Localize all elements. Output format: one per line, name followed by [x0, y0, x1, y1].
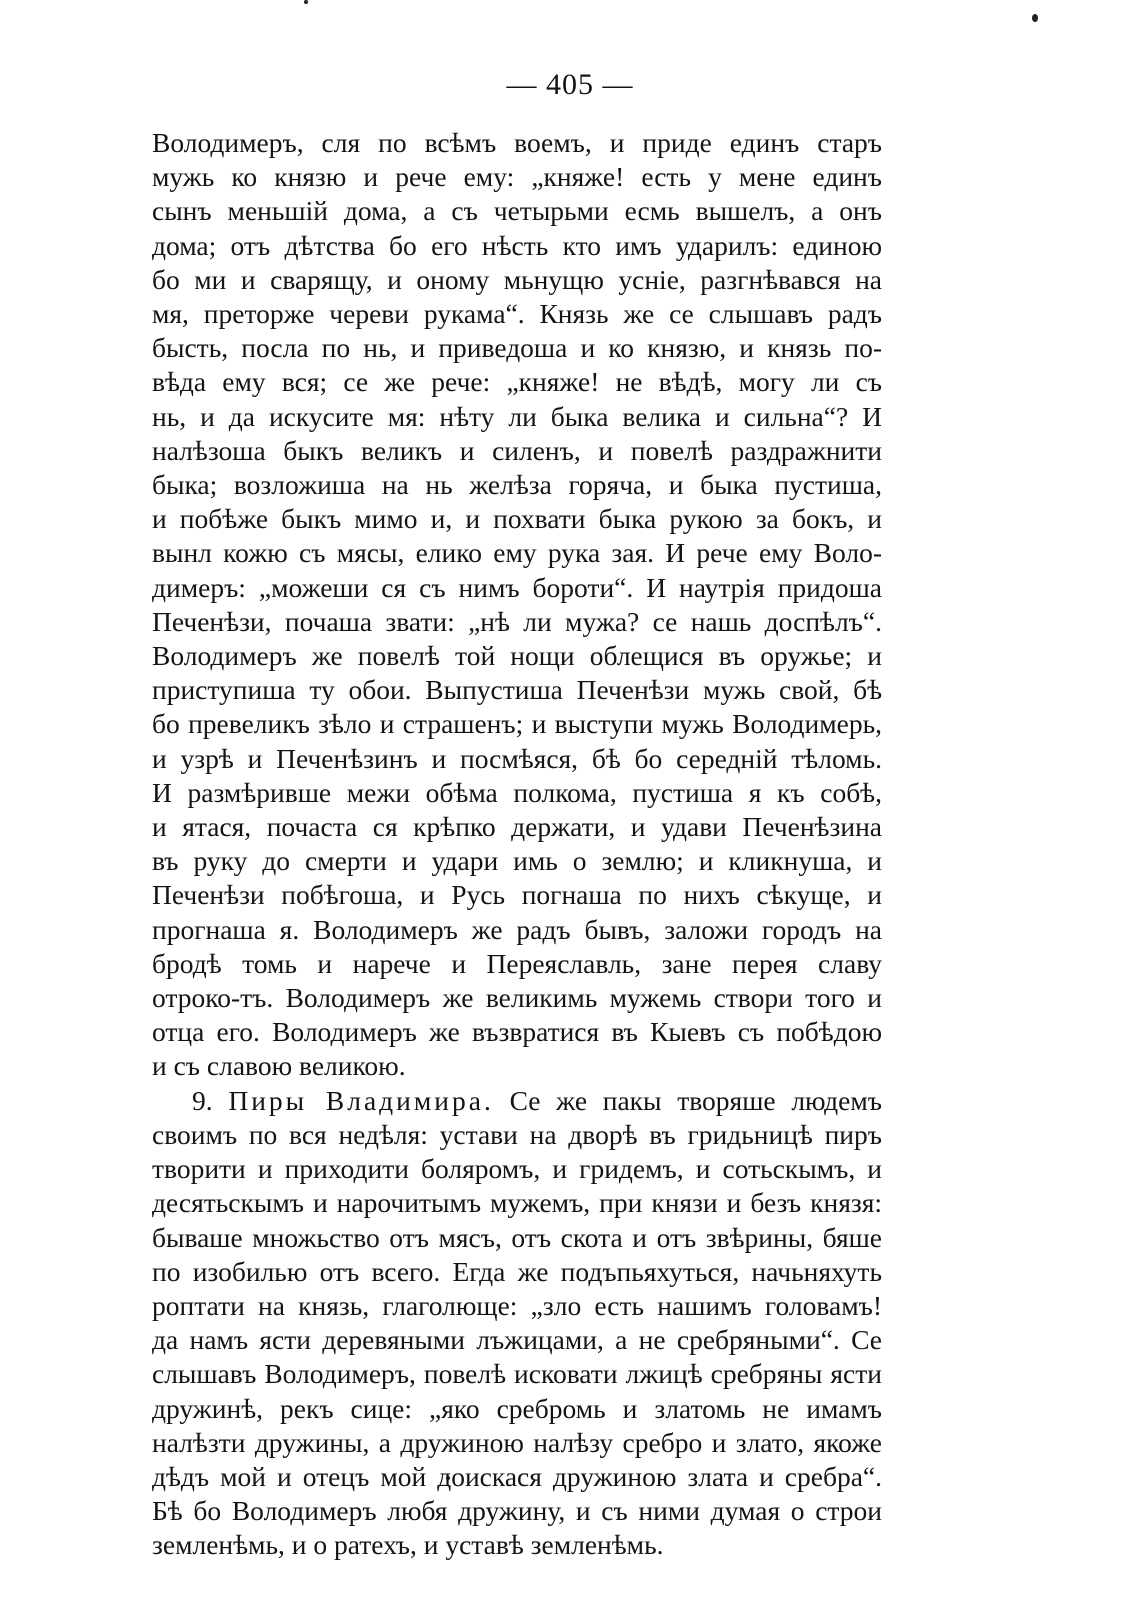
text-line: мя, преторже череви рукама“. Князь же се слышавъ радъ [152, 298, 882, 330]
text-line: Печенѣзи, почаша звати: „нѣ ли мужа? се нашь доспѣлъ“. [152, 605, 882, 637]
text-line: своимъ по вся недѣля: устави на дворѣ въ гридьницѣ пиръ [152, 1118, 882, 1150]
section-first-line-text: Се же пакы творяше людемъ [509, 1084, 883, 1116]
text-line: слышавъ Володимеръ, повелѣ исковати лжицѣ сребряны ясти [152, 1358, 882, 1390]
text-line: приступиша ту обои. Выпустиша Печенѣзи мужь свой, бѣ [152, 674, 882, 706]
text-line: бываше множьство отъ мясъ, отъ скота и отъ звѣрины, бяше [152, 1221, 882, 1253]
ink-speck-top [304, 0, 308, 4]
text-line: и ятася, почаста ся крѣпко держати, и удави Печенѣзина [152, 811, 882, 843]
text-line: дома; отъ дѣтства бо его нѣсть кто имъ ударилъ: единою [152, 229, 882, 261]
section-number: 9. [192, 1084, 213, 1116]
ink-speck-top-right [1032, 14, 1038, 22]
text-line: Володимеръ, сля по всѣмъ воемъ, и приде единъ старъ [152, 127, 882, 158]
text-line: налѣзти дружины, а дружиною налѣзу сребро и злато, якоже [152, 1426, 882, 1458]
text-line: дружинѣ, рекъ сице: „яко сребромь и златомь не имамъ [152, 1392, 882, 1424]
text-line: быка; возложиша на нь желѣза горяча, и быка пустиша, [152, 469, 882, 501]
paragraph-2-first-line [152, 1084, 882, 1118]
text-line: бо превеликъ зѣло и страшенъ; и выступи мужь Володимерь, [152, 708, 882, 740]
body-text [152, 126, 882, 1563]
text-line: прогнаша я. Володимеръ же радъ бывъ, заложи городъ на [152, 913, 882, 945]
text-line: отца его. Володимеръ же възвратися въ Кыевъ съ побѣдою [152, 1016, 882, 1048]
section-heading: Пиры Владимира. [228, 1084, 494, 1116]
paragraph-2 [152, 1084, 882, 1563]
text-line: И размѣривше межи обѣма полкома, пустиша я къ собѣ, [152, 776, 882, 808]
text-line: по изобилью отъ всего. Егда же подъпьяхуться, начьняхуть [152, 1255, 882, 1287]
text-line: вынл кожю съ мясы, елико ему рука зая. И рече ему Воло- [152, 537, 882, 569]
text-line: да намъ ясти деревяными лъжицами, а не сребряными“. Се [152, 1324, 882, 1356]
text-line: налѣзоша быкъ великъ и силенъ, и повелѣ раздражнити [152, 434, 882, 466]
text-line: отроко-тъ. Володимеръ же великимь мужемь створи того и [152, 982, 882, 1014]
text-line: земленѣмь, и о ратехъ, и уставѣ земленѣмь. [152, 1529, 664, 1561]
text-line: Печенѣзи побѣгоша, и Русь погнаша по нихъ сѣкуще, и [152, 879, 882, 911]
text-line: Бѣ бо Володимеръ любя дружину, и съ ними думая о строи [152, 1495, 882, 1527]
text-line: роптати на князь, глаголюще: „зло есть нашимъ головамъ! [152, 1289, 882, 1321]
text-line: въ руку до смерти и удари имь о землю; и кликнуша, и [152, 845, 882, 877]
text-line: димеръ: „можеши ся съ нимъ бороти“. И наутрія придоша [152, 571, 882, 603]
text-line: бысть, посла по нь, и приведоша и ко князю, и князь по- [152, 332, 882, 364]
text-line: Володимеръ же повелѣ той нощи облещися въ оружье; и [152, 640, 882, 672]
text-line: творити и приходити боляромъ, и гридемъ, и сотьскымъ, и [152, 1153, 882, 1185]
text-line: сынъ меньшій дома, а съ четырьми есмь вышелъ, а онъ [152, 195, 882, 227]
text-line: десятьскымъ и нарочитымъ мужемъ, при князи и безъ князя: [152, 1187, 882, 1219]
text-line: вѣда ему вся; се же рече: „княже! не вѣдѣ, могу ли съ [152, 366, 882, 398]
text-line: мужь ко князю и рече ему: „княже! есть у мене единъ [152, 161, 882, 193]
text-line: дѣдъ мой и отецъ мой доискася дружиною злата и сребра“. [152, 1460, 882, 1492]
text-line: и съ славою великою. [152, 1050, 406, 1082]
text-line: и узрѣ и Печенѣзинъ и посмѣяся, бѣ бо середній тѣломь. [152, 742, 882, 774]
text-line: нь, и да искусите мя: нѣту ли быка велика и сильна“? И [152, 400, 882, 432]
text-line: и побѣже быкъ мимо и, и похвати быка рукою за бокъ, и [152, 503, 882, 535]
paragraph-1 [152, 126, 882, 1084]
text-line: бо ми и сварящу, и оному мьнущю усніе, разгнѣвався на [152, 263, 882, 295]
page-number: — 405 — [506, 68, 634, 101]
text-line: бродѣ томь и нарече и Переяславль, зане перея славу [152, 947, 882, 979]
